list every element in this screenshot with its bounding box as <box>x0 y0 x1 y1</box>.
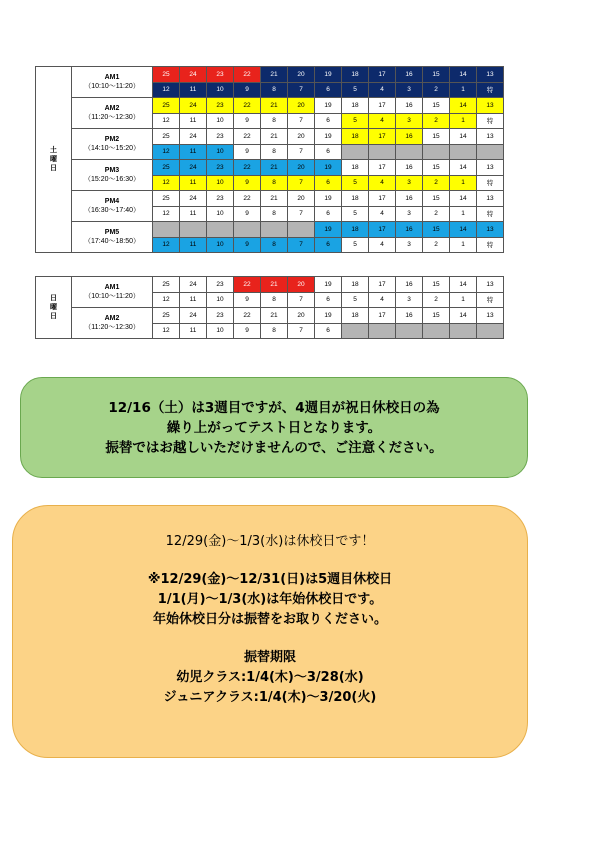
week-cell: 18 <box>342 129 369 145</box>
week-cell: 3 <box>396 237 423 253</box>
week-cell: 25 <box>153 98 180 114</box>
slot-name: PM4 <box>104 198 120 205</box>
week-cell: 23 <box>207 98 234 114</box>
week-cell: 16 <box>396 308 423 324</box>
slot-name: AM2 <box>104 105 120 112</box>
week-cell: 21 <box>261 98 288 114</box>
day-label-char: 日 <box>50 165 57 172</box>
week-cell: 10 <box>207 82 234 98</box>
week-cell: 13 <box>477 98 504 114</box>
week-cell: 25 <box>153 160 180 176</box>
week-cell: 20 <box>288 191 315 207</box>
week-cell: 24 <box>180 277 207 293</box>
week-cell: 特 <box>477 237 504 253</box>
week-cell <box>153 222 180 238</box>
week-cell: 23 <box>207 129 234 145</box>
day-label-char: 曜 <box>50 156 57 163</box>
test-day-notice <box>20 377 528 478</box>
week-cell <box>369 144 396 160</box>
week-cell: 4 <box>369 113 396 129</box>
week-cell: 12 <box>153 144 180 160</box>
holiday-line: 年始休校日分は振替をお取りください。 <box>152 612 387 627</box>
slot-time: （16:30～17:40） <box>83 207 141 214</box>
week-cell: 14 <box>450 129 477 145</box>
week-cell: 7 <box>288 113 315 129</box>
week-cell: 13 <box>477 308 504 324</box>
week-cell: 19 <box>315 67 342 83</box>
week-cell: 15 <box>423 277 450 293</box>
week-cell: 22 <box>234 160 261 176</box>
week-cell: 5 <box>342 82 369 98</box>
week-cell: 17 <box>369 67 396 83</box>
makeup-deadline-line: ジュニアクラス:1/4(木)～3/20(火) <box>163 690 377 705</box>
slot-time: （14:10～15:20） <box>83 145 141 152</box>
week-cell: 12 <box>153 82 180 98</box>
week-cell <box>396 323 423 339</box>
week-cell: 10 <box>207 206 234 222</box>
schedule-row <box>36 191 504 207</box>
week-cell: 8 <box>261 323 288 339</box>
week-cell: 16 <box>396 191 423 207</box>
slot-time: （11:20～12:30） <box>84 324 140 331</box>
week-cell: 特 <box>477 82 504 98</box>
week-cell: 13 <box>477 160 504 176</box>
week-cell: 11 <box>180 237 207 253</box>
week-cell: 25 <box>153 308 180 324</box>
week-cell: 9 <box>234 323 261 339</box>
week-cell: 4 <box>369 175 396 191</box>
time-slot-label <box>72 222 153 253</box>
notice-line: 繰り上がってテスト日となります。 <box>166 420 382 436</box>
week-cell: 3 <box>396 82 423 98</box>
week-cell: 25 <box>153 129 180 145</box>
week-cell: 9 <box>234 237 261 253</box>
week-cell: 2 <box>423 82 450 98</box>
week-cell: 16 <box>396 222 423 238</box>
week-cell: 17 <box>369 222 396 238</box>
week-cell: 4 <box>369 82 396 98</box>
day-label-char: 土 <box>50 147 57 154</box>
week-cell: 21 <box>261 277 288 293</box>
week-cell: 7 <box>288 206 315 222</box>
slot-name: AM1 <box>104 74 120 81</box>
week-cell: 6 <box>315 206 342 222</box>
week-cell: 2 <box>423 292 450 308</box>
week-cell: 特 <box>477 206 504 222</box>
notice-line: 12/16（土）は3週目ですが、4週目が祝日休校日の為 <box>108 400 440 416</box>
week-cell: 8 <box>261 82 288 98</box>
week-cell: 15 <box>423 98 450 114</box>
week-cell: 20 <box>288 308 315 324</box>
schedule-row <box>36 277 504 293</box>
week-cell: 9 <box>234 113 261 129</box>
week-cell: 10 <box>207 144 234 160</box>
week-cell <box>342 323 369 339</box>
slot-time: （10:10～11:20） <box>84 293 140 300</box>
sunday-schedule-table <box>35 276 504 339</box>
week-cell: 11 <box>180 82 207 98</box>
slot-time: （11:20～12:30） <box>84 114 140 121</box>
week-cell: 14 <box>450 160 477 176</box>
slot-name: AM1 <box>104 284 120 291</box>
week-cell: 8 <box>261 206 288 222</box>
week-cell: 5 <box>342 175 369 191</box>
week-cell <box>369 323 396 339</box>
week-cell: 7 <box>288 175 315 191</box>
week-cell: 7 <box>288 144 315 160</box>
week-cell: 19 <box>315 191 342 207</box>
day-label <box>36 277 72 339</box>
time-slot-label <box>72 160 153 191</box>
week-cell: 10 <box>207 292 234 308</box>
week-cell <box>234 222 261 238</box>
week-cell: 18 <box>342 67 369 83</box>
week-cell: 8 <box>261 237 288 253</box>
week-cell: 6 <box>315 175 342 191</box>
week-cell: 12 <box>153 292 180 308</box>
week-cell: 16 <box>396 129 423 145</box>
week-cell: 19 <box>315 222 342 238</box>
week-cell: 9 <box>234 144 261 160</box>
holiday-notice <box>12 505 528 758</box>
week-cell: 13 <box>477 222 504 238</box>
time-slot-label <box>72 129 153 160</box>
week-cell: 23 <box>207 277 234 293</box>
week-cell: 20 <box>288 160 315 176</box>
week-cell <box>423 323 450 339</box>
week-cell: 11 <box>180 323 207 339</box>
slot-time: （15:20～16:30） <box>83 176 141 183</box>
week-cell <box>450 144 477 160</box>
slot-name: PM5 <box>104 229 120 236</box>
week-cell: 7 <box>288 82 315 98</box>
slot-name: PM2 <box>104 136 120 143</box>
week-cell: 12 <box>153 323 180 339</box>
week-cell: 21 <box>261 308 288 324</box>
week-cell: 18 <box>342 160 369 176</box>
week-cell: 2 <box>423 237 450 253</box>
week-cell: 17 <box>369 129 396 145</box>
week-cell: 11 <box>180 292 207 308</box>
day-label-char: 日 <box>50 295 57 302</box>
week-cell: 14 <box>450 67 477 83</box>
saturday-schedule-table <box>35 66 504 253</box>
week-cell: 14 <box>450 98 477 114</box>
week-cell: 特 <box>477 113 504 129</box>
week-cell: 24 <box>180 308 207 324</box>
week-cell: 特 <box>477 292 504 308</box>
week-cell: 2 <box>423 175 450 191</box>
week-cell: 1 <box>450 237 477 253</box>
week-cell: 21 <box>261 160 288 176</box>
week-cell: 14 <box>450 191 477 207</box>
week-cell: 4 <box>369 292 396 308</box>
week-cell: 25 <box>153 191 180 207</box>
week-cell: 1 <box>450 175 477 191</box>
notice-line: 振替ではお越しいただけませんので、ご注意ください。 <box>105 440 443 456</box>
week-cell: 9 <box>234 292 261 308</box>
time-slot-label <box>72 67 153 98</box>
week-cell: 9 <box>234 206 261 222</box>
week-cell: 24 <box>180 129 207 145</box>
week-cell: 6 <box>315 292 342 308</box>
week-cell: 10 <box>207 175 234 191</box>
week-cell: 15 <box>423 129 450 145</box>
week-cell <box>477 144 504 160</box>
week-cell: 7 <box>288 292 315 308</box>
week-cell: 8 <box>261 175 288 191</box>
week-cell: 3 <box>396 206 423 222</box>
week-cell: 23 <box>207 160 234 176</box>
week-cell: 13 <box>477 129 504 145</box>
week-cell: 24 <box>180 191 207 207</box>
week-cell: 8 <box>261 144 288 160</box>
week-cell: 1 <box>450 206 477 222</box>
schedule-row <box>36 67 504 83</box>
week-cell: 16 <box>396 277 423 293</box>
week-cell: 3 <box>396 113 423 129</box>
makeup-deadline-heading: 振替期限 <box>243 650 296 665</box>
week-cell: 12 <box>153 175 180 191</box>
day-label <box>36 67 72 253</box>
week-cell: 11 <box>180 113 207 129</box>
week-cell: 22 <box>234 67 261 83</box>
week-cell: 18 <box>342 98 369 114</box>
time-slot-label <box>72 308 153 339</box>
week-cell <box>342 144 369 160</box>
slot-name: PM3 <box>104 167 120 174</box>
week-cell: 11 <box>180 175 207 191</box>
week-cell: 15 <box>423 67 450 83</box>
week-cell: 14 <box>450 277 477 293</box>
week-cell: 18 <box>342 308 369 324</box>
week-cell: 10 <box>207 323 234 339</box>
week-cell: 20 <box>288 67 315 83</box>
week-cell: 8 <box>261 113 288 129</box>
week-cell: 19 <box>315 129 342 145</box>
week-cell <box>423 144 450 160</box>
week-cell: 11 <box>180 206 207 222</box>
week-cell: 5 <box>342 113 369 129</box>
week-cell: 7 <box>288 237 315 253</box>
week-cell: 23 <box>207 67 234 83</box>
week-cell: 6 <box>315 323 342 339</box>
week-cell: 22 <box>234 277 261 293</box>
week-cell: 23 <box>207 191 234 207</box>
week-cell: 22 <box>234 98 261 114</box>
week-cell <box>396 144 423 160</box>
week-cell: 15 <box>423 191 450 207</box>
week-cell: 25 <box>153 67 180 83</box>
week-cell: 18 <box>342 277 369 293</box>
day-label-char: 曜 <box>50 304 57 311</box>
week-cell <box>261 222 288 238</box>
week-cell: 19 <box>315 277 342 293</box>
week-cell: 19 <box>315 98 342 114</box>
week-cell: 22 <box>234 191 261 207</box>
week-cell: 16 <box>396 67 423 83</box>
week-cell: 17 <box>369 277 396 293</box>
week-cell: 13 <box>477 277 504 293</box>
week-cell: 17 <box>369 98 396 114</box>
schedule-row <box>36 308 504 324</box>
week-cell: 9 <box>234 175 261 191</box>
week-cell: 15 <box>423 222 450 238</box>
holiday-line: 1/1(月)～1/3(水)は年始休校日です。 <box>157 592 383 607</box>
week-cell: 6 <box>315 237 342 253</box>
week-cell: 24 <box>180 98 207 114</box>
week-cell: 21 <box>261 67 288 83</box>
schedule-row <box>36 160 504 176</box>
week-cell: 12 <box>153 206 180 222</box>
week-cell <box>207 222 234 238</box>
week-cell: 20 <box>288 98 315 114</box>
week-cell <box>180 222 207 238</box>
week-cell: 19 <box>315 160 342 176</box>
week-cell: 17 <box>369 160 396 176</box>
week-cell: 6 <box>315 144 342 160</box>
week-cell <box>450 323 477 339</box>
week-cell: 24 <box>180 160 207 176</box>
week-cell: 12 <box>153 113 180 129</box>
schedule-row <box>36 129 504 145</box>
week-cell: 16 <box>396 98 423 114</box>
schedule-row <box>36 222 504 238</box>
week-cell: 20 <box>288 129 315 145</box>
week-cell: 12 <box>153 237 180 253</box>
week-cell: 1 <box>450 82 477 98</box>
week-cell: 9 <box>234 82 261 98</box>
time-slot-label <box>72 98 153 129</box>
week-cell: 6 <box>315 82 342 98</box>
slot-time: （10:10～11:20） <box>84 83 140 90</box>
week-cell: 21 <box>261 129 288 145</box>
week-cell: 16 <box>396 160 423 176</box>
week-cell: 5 <box>342 206 369 222</box>
week-cell: 3 <box>396 175 423 191</box>
week-cell: 24 <box>180 67 207 83</box>
week-cell <box>288 222 315 238</box>
week-cell: 18 <box>342 191 369 207</box>
week-cell: 17 <box>369 191 396 207</box>
week-cell: 2 <box>423 206 450 222</box>
week-cell: 14 <box>450 222 477 238</box>
week-cell <box>477 323 504 339</box>
week-cell: 15 <box>423 160 450 176</box>
week-cell: 13 <box>477 67 504 83</box>
week-cell: 19 <box>315 308 342 324</box>
week-cell: 6 <box>315 113 342 129</box>
week-cell: 8 <box>261 292 288 308</box>
week-cell: 7 <box>288 323 315 339</box>
week-cell: 1 <box>450 292 477 308</box>
holiday-line: ※12/29(金)～12/31(日)は5週目休校日 <box>147 572 393 587</box>
week-cell: 18 <box>342 222 369 238</box>
holiday-line: 12/29(金)～1/3(水)は休校日です！ <box>165 534 375 549</box>
week-cell: 5 <box>342 237 369 253</box>
week-cell: 21 <box>261 191 288 207</box>
week-cell: 20 <box>288 277 315 293</box>
slot-name: AM2 <box>104 315 120 322</box>
week-cell: 11 <box>180 144 207 160</box>
week-cell: 17 <box>369 308 396 324</box>
week-cell: 15 <box>423 308 450 324</box>
week-cell: 1 <box>450 113 477 129</box>
time-slot-label <box>72 277 153 308</box>
week-cell: 10 <box>207 237 234 253</box>
day-label-char: 日 <box>50 313 57 320</box>
week-cell: 10 <box>207 113 234 129</box>
makeup-deadline-line: 幼児クラス:1/4(木)～3/28(水) <box>176 670 364 685</box>
slot-time: （17:40～18:50） <box>83 238 141 245</box>
week-cell: 22 <box>234 308 261 324</box>
week-cell: 4 <box>369 237 396 253</box>
week-cell: 13 <box>477 191 504 207</box>
week-cell: 23 <box>207 308 234 324</box>
schedule-row <box>36 98 504 114</box>
week-cell: 特 <box>477 175 504 191</box>
week-cell: 5 <box>342 292 369 308</box>
week-cell: 25 <box>153 277 180 293</box>
time-slot-label <box>72 191 153 222</box>
week-cell: 2 <box>423 113 450 129</box>
week-cell: 4 <box>369 206 396 222</box>
week-cell: 14 <box>450 308 477 324</box>
week-cell: 22 <box>234 129 261 145</box>
week-cell: 3 <box>396 292 423 308</box>
